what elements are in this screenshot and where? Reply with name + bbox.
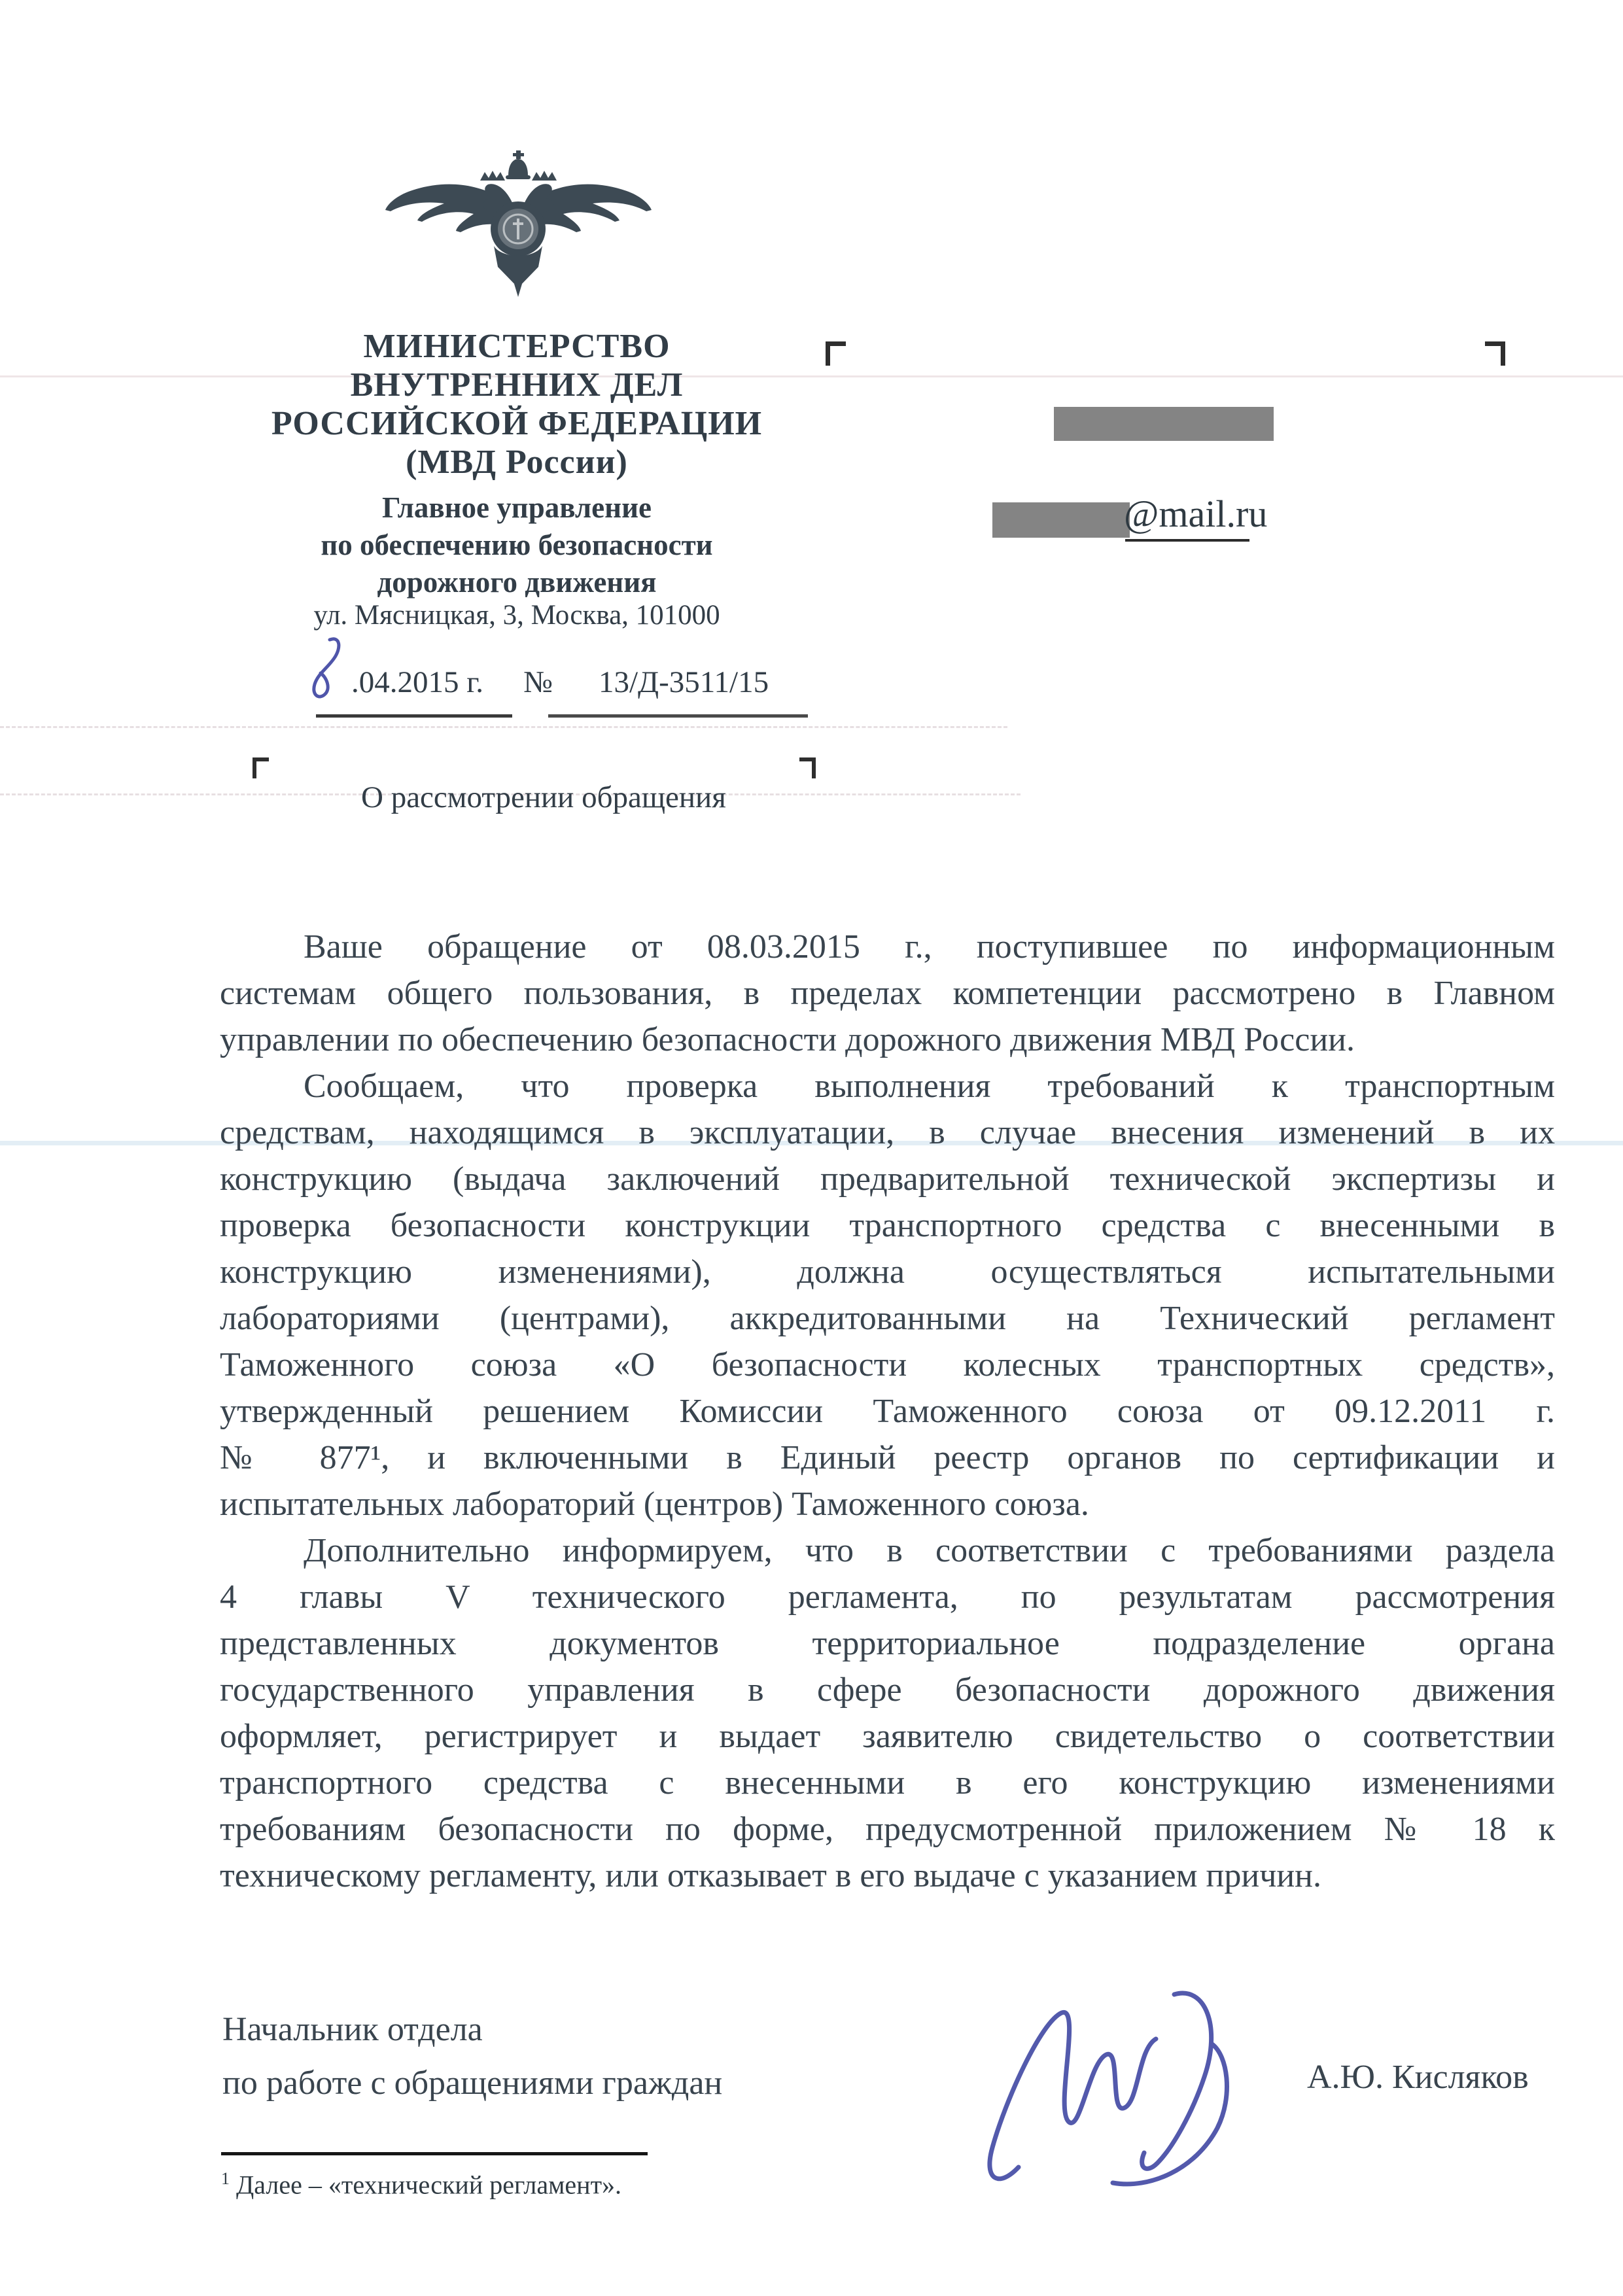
letterhead-department	[249, 489, 785, 601]
body-line: 4 главы V технического регламента, по результатам рассмотрения	[220, 1578, 1555, 1616]
body-line: утвержденный решением Комиссии Таможенного союза от 09.12.2011 г.	[220, 1393, 1555, 1430]
scan-artifact-line	[0, 726, 1007, 728]
ministry-line: ВНУТРЕННИХ ДЕЛ	[350, 366, 684, 404]
body-line: конструкцию (выдача заключений предварительной технической экспертизы и	[220, 1160, 1555, 1198]
ministry-line: МИНИСТЕРСТВО	[363, 328, 671, 365]
footnote-rule	[221, 2152, 648, 2155]
corner-mark-subject-left	[253, 757, 269, 778]
email-domain-text: @mail.ru	[1124, 493, 1268, 535]
signer-position	[222, 2003, 722, 2110]
body-line: проверка безопасности конструкции транспортного средства с внесенными в	[220, 1207, 1555, 1244]
number-sign: №	[523, 665, 553, 699]
body-line: требованиям безопасности по форме, предусмотренной приложением № 18 к	[220, 1811, 1555, 1848]
date-underline	[316, 714, 512, 718]
body-line: Ваше обращение от 08.03.2015 г., поступившее по информационным	[304, 928, 1555, 965]
department-line: по обеспечению безопасности	[321, 529, 713, 561]
redaction-block-email	[992, 502, 1130, 538]
body-line: Дополнительно информируем, что в соответствии с требованиями раздела	[304, 1532, 1555, 1569]
body-line: средствам, находящимся в эксплуатации, в случае внесения изменений в их	[220, 1114, 1555, 1151]
body-line: представленных документов территориальное подразделение органа	[220, 1625, 1555, 1662]
body-line: транспортного средства с внесенными в его конструкцию изменениями	[220, 1764, 1555, 1801]
number-underline	[548, 714, 808, 718]
body-line: конструкцию изменениями), должна осуществляться испытательными	[220, 1253, 1555, 1291]
letterhead-address: ул. Мясницкая, 3, Москва, 101000	[313, 600, 720, 631]
body-line: государственного управления в сфере безопасности дорожного движения	[220, 1671, 1555, 1709]
body-line: системам общего пользования, в пределах компетенции рассмотрено в Главном	[220, 975, 1555, 1012]
document-number: 13/Д-3511/15	[599, 665, 769, 699]
corner-mark-subject-right	[799, 757, 816, 778]
body-line: лабораториями (центрами), аккредитованными на Технический регламент	[220, 1300, 1555, 1337]
body-text	[220, 924, 1555, 1899]
body-line: оформляет, регистрирует и выдает заявителю свидетельство о соответствии	[220, 1718, 1555, 1755]
corner-mark-recipient-left	[826, 341, 846, 366]
footnote-text: Далее – «технический регламент».	[230, 2170, 622, 2200]
email-underline	[1125, 539, 1249, 542]
corner-mark-recipient-right	[1485, 341, 1505, 366]
ministry-line: РОССИЙСКОЙ ФЕДЕРАЦИИ	[271, 405, 763, 442]
body-line: управлении по обеспечению безопасности дорожного движения МВД России.	[220, 1021, 1355, 1058]
footnote	[221, 2169, 621, 2200]
body-line: Таможенного союза «О безопасности колесных транспортных средств»,	[220, 1346, 1555, 1383]
subject-line: О рассмотрении обращения	[361, 780, 726, 814]
scan-artifact-line	[0, 375, 1623, 377]
signer-name: А.Ю. Кисляков	[1307, 2059, 1529, 2096]
body-line: техническому регламенту, или отказывает в его выдаче с указанием причин.	[220, 1857, 1322, 1894]
department-line: дорожного движения	[377, 566, 657, 599]
handwritten-signature	[978, 1972, 1285, 2195]
signer-position-line: по работе с обращениями граждан	[222, 2064, 723, 2102]
body-line: испытательных лабораторий (центров) Таможенного союза.	[220, 1486, 1089, 1523]
redaction-block-recipient	[1054, 407, 1274, 441]
date-text: .04.2015 г.	[351, 665, 483, 699]
signer-position-line: Начальник отдела	[222, 2011, 483, 2048]
letterhead-ministry	[249, 327, 785, 481]
body-line: № 877¹, и включенными в Единый реестр органов по сертификации и	[220, 1439, 1555, 1476]
handwritten-date-day	[306, 636, 347, 701]
footnote-marker: 1	[221, 2169, 230, 2188]
ministry-line: (МВД России)	[406, 444, 628, 481]
mvd-double-eagle-emblem-icon	[384, 149, 653, 299]
department-line: Главное управление	[382, 491, 652, 524]
body-line: Сообщаем, что проверка выполнения требований к транспортным	[304, 1068, 1555, 1105]
